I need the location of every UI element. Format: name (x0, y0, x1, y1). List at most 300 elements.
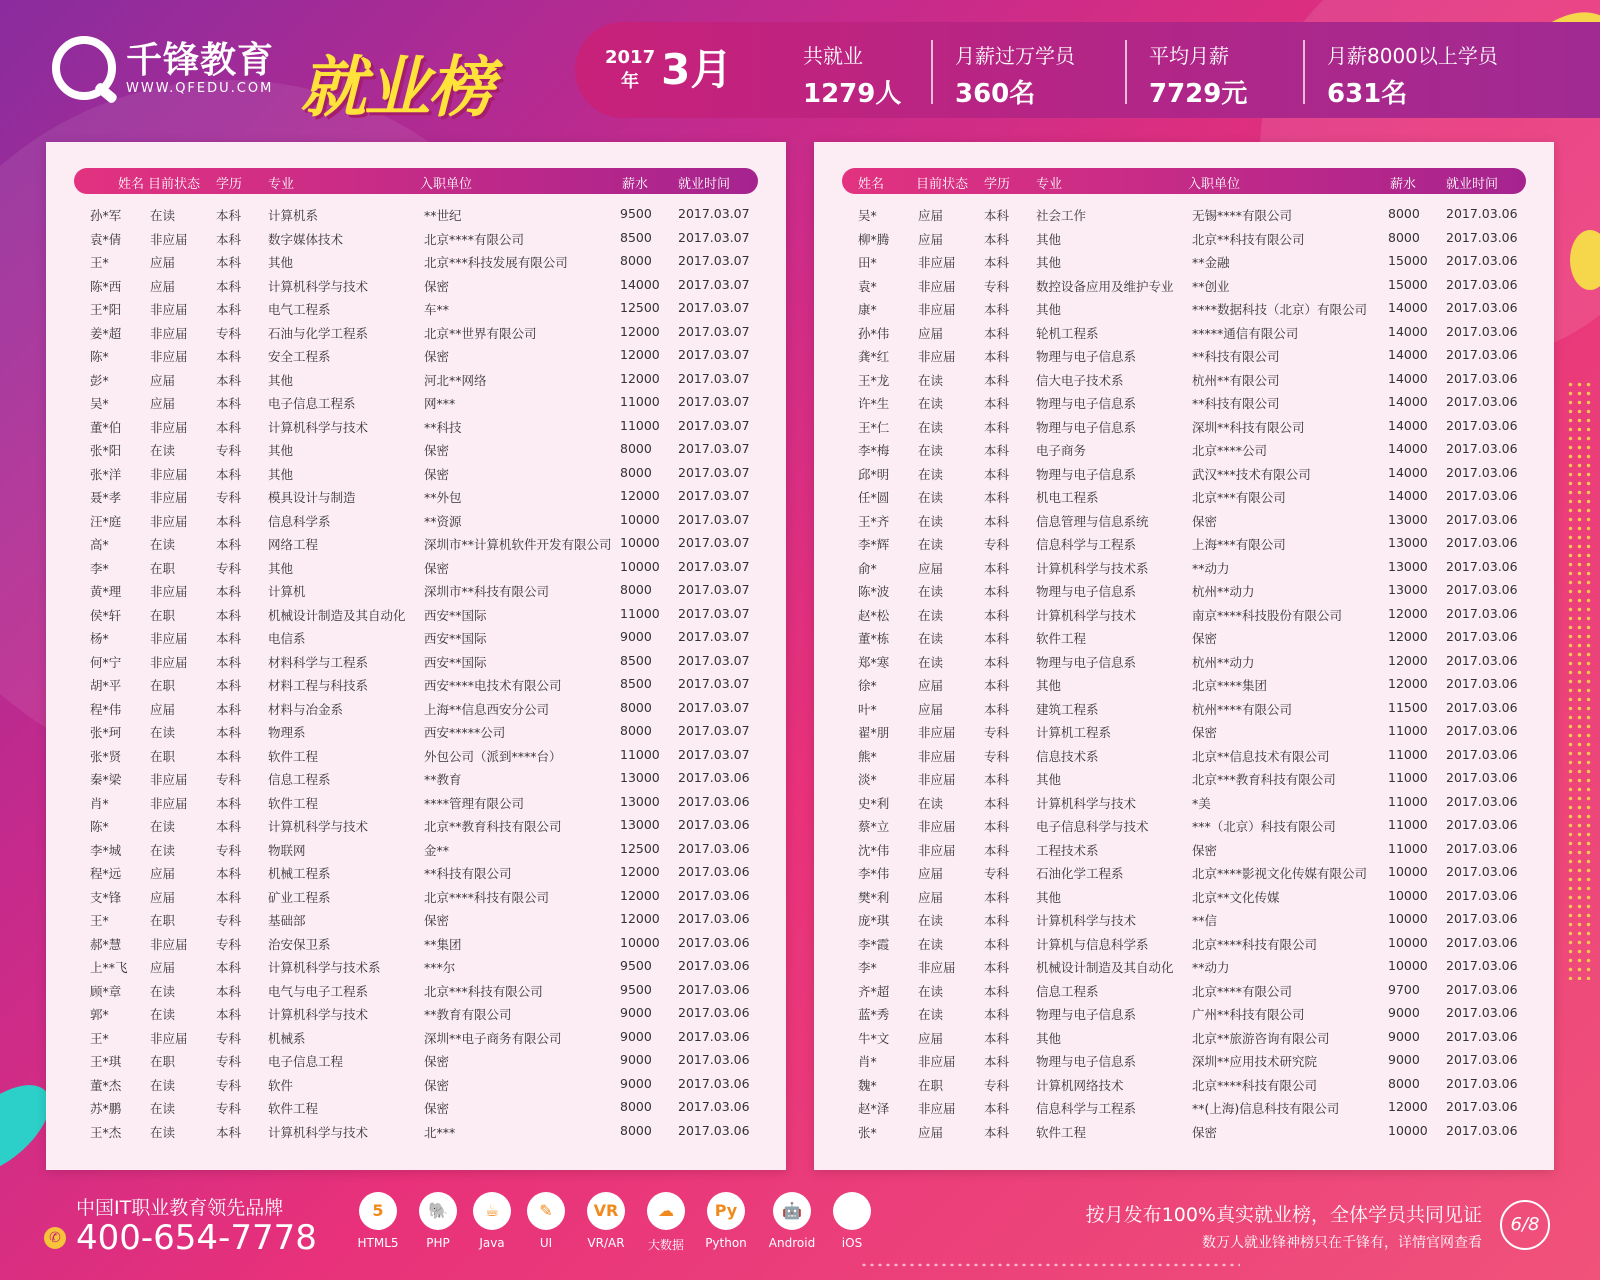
cell-employer: 保密 (1192, 725, 1218, 740)
table-row (814, 226, 1554, 250)
cell-salary: 12000 (1388, 676, 1428, 691)
cell-degree: 专科 (984, 748, 1010, 764)
cell-salary: 11000 (620, 605, 660, 621)
cell-status: 在读 (918, 1007, 944, 1022)
cell-employer: 西安**国际 (424, 607, 487, 623)
cell-date: 2017.03.07 (678, 323, 750, 339)
cell-major: 安全工程系 (268, 349, 331, 364)
cell-degree: 本科 (984, 607, 1010, 623)
cell-degree: 本科 (216, 302, 242, 317)
cell-date: 2017.03.06 (678, 981, 750, 997)
cell-major: 信息工程系 (1036, 983, 1099, 999)
cell-major: 其他 (268, 255, 294, 270)
cell-name: 俞* (858, 560, 877, 576)
cell-name: 姜*超 (90, 325, 122, 341)
cell-name: 任*圆 (858, 490, 890, 505)
cell-major: 信息科学系 (268, 513, 331, 529)
table-row (814, 461, 1554, 485)
cell-employer: 杭州****有限公司 (1192, 701, 1293, 717)
cell-degree: 本科 (216, 631, 242, 646)
cell-degree: 本科 (216, 278, 242, 294)
cell-employer: ***（北京）科技有限公司 (1192, 819, 1336, 834)
cell-degree: 本科 (216, 231, 242, 247)
cell-employer: 保密 (424, 913, 450, 928)
cell-degree: 本科 (216, 349, 242, 364)
cell-employer: 金** (424, 842, 450, 858)
cell-date: 2017.03.06 (1446, 817, 1518, 832)
cell-employer: 北京****科技有限公司 (1192, 1077, 1318, 1093)
cell-date: 2017.03.06 (1446, 1028, 1518, 1044)
cell-name: 郝*慧 (90, 936, 122, 952)
cell-degree: 专科 (984, 725, 1010, 740)
cell-date: 2017.03.06 (1446, 605, 1518, 621)
cell-name: 康* (858, 302, 877, 317)
cell-name: 张*阳 (90, 443, 122, 458)
cell-degree: 本科 (216, 537, 242, 552)
cell-salary: 8000 (620, 464, 652, 480)
cell-name: 袁*倩 (90, 231, 122, 247)
cell-employer: **教育有限公司 (424, 1007, 512, 1022)
cell-degree: 本科 (216, 983, 242, 999)
table-row (46, 625, 786, 649)
cell-employer: 保密 (424, 1077, 450, 1093)
cell-employer: 网*** (424, 396, 456, 411)
cell-name: 董*伯 (90, 419, 122, 435)
cell-salary: 12500 (620, 300, 660, 315)
table-row (46, 1001, 786, 1025)
cell-employer: **信 (1192, 913, 1218, 928)
cell-major: 数字媒体技术 (268, 231, 344, 247)
cell-status: 在读 (918, 466, 944, 482)
table-row (46, 954, 786, 978)
cell-employer: ****管理有限公司 (424, 795, 525, 811)
cell-employer: 深圳市**科技有限公司 (424, 584, 550, 599)
cell-date: 2017.03.06 (1446, 746, 1518, 762)
cell-salary: 11000 (620, 417, 660, 433)
cell-major: 机械设计制造及其自动化 (1036, 960, 1174, 975)
cell-date: 2017.03.07 (678, 535, 750, 550)
cell-status: 在读 (918, 983, 944, 999)
cloud-icon: ☁ (647, 1192, 685, 1230)
cell-employer: **科技有限公司 (424, 866, 512, 881)
cell-employer: 北京***科技发展有限公司 (424, 255, 568, 270)
cell-date: 2017.03.07 (678, 699, 750, 715)
cell-degree: 专科 (216, 325, 242, 341)
cell-employer: 杭州**动力 (1192, 654, 1255, 670)
cell-date: 2017.03.06 (1446, 441, 1518, 456)
cell-salary: 11500 (1388, 699, 1428, 715)
table-row (814, 672, 1554, 696)
cell-employer: 保密 (1192, 842, 1218, 858)
cell-degree: 本科 (216, 1124, 242, 1140)
cell-degree: 本科 (216, 960, 242, 975)
cell-name: 李*霞 (858, 936, 890, 952)
slogan-sub: 数万人就业锋神榜只在千锋有，详情官网查看 (1202, 1235, 1482, 1251)
cell-major: 电气工程系 (268, 302, 331, 317)
cell-major: 物理与电子信息系 (1036, 396, 1137, 411)
cell-degree: 本科 (984, 419, 1010, 435)
cell-employer: 西安****电技术有限公司 (424, 678, 562, 693)
table-row (46, 578, 786, 602)
cell-date: 2017.03.06 (1446, 323, 1518, 339)
cell-salary: 11000 (1388, 817, 1428, 832)
cell-salary: 12000 (1388, 1099, 1428, 1114)
cell-status: 在读 (150, 443, 176, 458)
cell-name: 孙*军 (90, 208, 122, 223)
cell-status: 应届 (150, 889, 176, 905)
cell-status: 非应届 (918, 302, 956, 317)
pen-icon: ✎ (527, 1192, 565, 1230)
cell-name: 黄*理 (90, 584, 122, 599)
cell-degree: 本科 (216, 819, 242, 834)
cell-employer: 保密 (1192, 513, 1218, 529)
cell-major: 其他 (268, 466, 294, 482)
cell-major: 轮机工程系 (1036, 325, 1099, 341)
cell-date: 2017.03.06 (1446, 206, 1518, 221)
logo-q-icon (52, 36, 116, 100)
cell-name: 董*杰 (90, 1077, 122, 1093)
stat-average-salary: 平均月薪 7729元 (1149, 44, 1248, 109)
cell-employer: 杭州**动力 (1192, 584, 1255, 599)
php-elephant-icon: 🐘 (419, 1192, 457, 1230)
course-label: UI (539, 1236, 553, 1250)
table-row (46, 320, 786, 344)
cell-major: 计算机科学与技术系 (1036, 560, 1149, 576)
cell-salary: 8000 (1388, 206, 1420, 221)
cell-employer: **金融 (1192, 255, 1230, 270)
brand-logo (52, 36, 274, 100)
cell-name: 支*锋 (90, 889, 122, 905)
cell-name: 庞*琪 (858, 913, 890, 928)
cell-status: 在读 (150, 1124, 176, 1140)
table-row (814, 249, 1554, 273)
cell-date: 2017.03.07 (678, 464, 750, 480)
table-row (814, 743, 1554, 767)
table-row (46, 1025, 786, 1049)
table-row (46, 390, 786, 414)
course-label: HTML5 (357, 1236, 399, 1250)
cell-major: 社会工作 (1036, 208, 1087, 223)
cell-date: 2017.03.06 (1446, 887, 1518, 903)
cell-date: 2017.03.06 (1446, 1005, 1518, 1020)
table-row (46, 555, 786, 579)
cell-degree: 本科 (984, 560, 1010, 576)
cell-employer: **动力 (1192, 560, 1230, 576)
cell-degree: 本科 (216, 654, 242, 670)
table-row (46, 343, 786, 367)
cell-date: 2017.03.06 (1446, 840, 1518, 856)
cell-salary: 11000 (620, 394, 660, 409)
cell-degree: 本科 (216, 372, 242, 388)
cell-name: 李*辉 (858, 537, 890, 552)
cell-major: 机械系 (268, 1030, 306, 1046)
cell-date: 2017.03.06 (678, 887, 750, 903)
cell-major: 物理与电子信息系 (1036, 1054, 1137, 1069)
cell-salary: 12000 (620, 488, 660, 503)
cell-degree: 专科 (984, 866, 1010, 881)
cell-employer: 西安**国际 (424, 654, 487, 670)
footer-brand-line: 中国IT职业教育领先品牌 (76, 1197, 284, 1219)
cell-name: 张*珂 (90, 725, 122, 740)
cell-name: 沈*伟 (858, 842, 890, 858)
cell-degree: 本科 (216, 1007, 242, 1022)
table-row (46, 1095, 786, 1119)
course-html5 (352, 1192, 404, 1253)
cell-degree: 专科 (216, 1101, 242, 1116)
cell-major: 物理与电子信息系 (1036, 349, 1137, 364)
cell-salary: 11000 (1388, 746, 1428, 762)
cell-degree: 本科 (216, 607, 242, 623)
cell-employer: **创业 (1192, 278, 1230, 294)
cell-name: 侯*轩 (90, 607, 122, 623)
cell-major: 计算机科学与技术 (268, 1007, 369, 1022)
cell-salary: 9000 (620, 1005, 652, 1020)
cell-status: 在读 (150, 819, 176, 834)
vr-icon: VR (587, 1192, 625, 1230)
table-row (814, 437, 1554, 461)
cell-degree: 本科 (984, 795, 1010, 811)
cell-degree: 本科 (984, 842, 1010, 858)
cell-name: 齐*超 (858, 983, 890, 999)
cell-name: 龚*红 (858, 349, 890, 364)
table-body (814, 202, 1554, 1142)
cell-salary: 10000 (1388, 934, 1428, 950)
cell-employer: **外包 (424, 490, 462, 505)
cell-major: 材料与冶金系 (268, 701, 344, 717)
cell-status: 在读 (150, 725, 176, 740)
cell-name: 苏*鹏 (90, 1101, 122, 1116)
table-row (814, 1095, 1554, 1119)
cell-major: 计算机科学与技术 (268, 1124, 369, 1140)
cell-status: 非应届 (150, 584, 188, 599)
table-row (814, 813, 1554, 837)
cell-date: 2017.03.07 (678, 229, 750, 245)
table-row (814, 884, 1554, 908)
cell-degree: 本科 (984, 819, 1010, 834)
cell-name: 吴* (90, 396, 109, 411)
cell-degree: 本科 (216, 866, 242, 881)
apple-icon (833, 1192, 871, 1230)
cell-major: 矿业工程系 (268, 889, 331, 905)
table-row (46, 531, 786, 555)
cell-name: 王*仁 (858, 419, 890, 435)
cell-salary: 12000 (620, 370, 660, 386)
cell-name: 赵*泽 (858, 1101, 890, 1116)
cell-status: 在职 (150, 913, 176, 928)
cell-date: 2017.03.06 (678, 817, 750, 832)
cell-date: 2017.03.06 (1446, 911, 1518, 926)
cell-major: 其他 (1036, 1030, 1062, 1046)
cell-salary: 15000 (1388, 253, 1428, 268)
cell-employer: 保密 (424, 1054, 450, 1069)
cell-degree: 本科 (216, 748, 242, 764)
cell-date: 2017.03.07 (678, 652, 750, 668)
year: 2017 (605, 47, 656, 68)
cell-major: 治安保卫系 (268, 936, 331, 952)
table-row (46, 249, 786, 273)
course-label: 大数据 (647, 1238, 684, 1252)
cell-degree: 本科 (984, 701, 1010, 717)
cell-name: 王*阳 (90, 302, 122, 317)
cell-major: 其他 (1036, 302, 1062, 317)
cell-status: 非应届 (150, 349, 188, 364)
cell-name: 秦*梁 (90, 772, 122, 787)
report-month (605, 46, 732, 94)
cell-major: 电气与电子工程系 (268, 983, 369, 999)
cell-salary: 8500 (620, 229, 652, 245)
cell-date: 2017.03.06 (1446, 300, 1518, 315)
cell-major: 机电工程系 (1036, 490, 1099, 505)
cell-major: 电子信息工程 (268, 1054, 344, 1069)
cell-major: 计算机网络技术 (1036, 1077, 1124, 1093)
cell-name: 高* (90, 537, 109, 552)
table-row (46, 860, 786, 884)
cell-date: 2017.03.07 (678, 441, 750, 456)
cell-major: 其他 (268, 372, 294, 388)
cell-salary: 14000 (620, 276, 660, 292)
cell-name: 郑*寒 (858, 654, 890, 670)
cell-date: 2017.03.06 (1446, 511, 1518, 527)
cell-salary: 10000 (620, 535, 660, 550)
cell-degree: 本科 (984, 983, 1010, 999)
cell-date: 2017.03.07 (678, 629, 750, 644)
cell-degree: 专科 (984, 278, 1010, 294)
cell-date: 2017.03.07 (678, 253, 750, 268)
cell-status: 非应届 (150, 654, 188, 670)
cell-major: 计算机科学与技术 (268, 819, 369, 834)
android-icon: 🤖 (773, 1192, 811, 1230)
cell-degree: 本科 (984, 466, 1010, 482)
cell-major: 其他 (268, 443, 294, 458)
cell-name: 史*利 (858, 795, 890, 811)
cell-employer: **资源 (424, 513, 462, 529)
table-row (814, 907, 1554, 931)
cell-date: 2017.03.06 (1446, 676, 1518, 691)
cell-major: 软件工程 (1036, 1124, 1087, 1140)
cell-degree: 本科 (216, 889, 242, 905)
cell-name: 杨* (90, 631, 109, 646)
cell-major: 信息技术系 (1036, 748, 1099, 764)
cell-date: 2017.03.06 (678, 770, 750, 785)
cell-degree: 本科 (984, 325, 1010, 341)
cell-employer: 深圳**电子商务有限公司 (424, 1030, 562, 1046)
cell-major: 其他 (1036, 889, 1062, 905)
cell-status: 非应届 (150, 466, 188, 482)
cell-name: 程*伟 (90, 701, 122, 717)
cell-date: 2017.03.06 (1446, 1075, 1518, 1091)
brand-name: 千锋教育 (126, 39, 275, 81)
cell-employer: 武汉***技术有限公司 (1192, 466, 1311, 482)
cell-date: 2017.03.07 (678, 488, 750, 503)
cell-salary: 14000 (1388, 417, 1428, 433)
cell-employer: 北京***教育科技有限公司 (1192, 772, 1336, 787)
table-row (814, 273, 1554, 297)
table-row (814, 1072, 1554, 1096)
cell-employer: **集团 (424, 936, 462, 952)
cell-degree: 本科 (984, 372, 1010, 388)
cell-name: 王* (90, 255, 109, 270)
cell-employer: 北京****科技有限公司 (424, 889, 550, 905)
cell-major: 电信系 (268, 631, 306, 646)
cell-employer: **科技有限公司 (1192, 349, 1280, 364)
cell-name: 叶* (858, 701, 877, 717)
cell-name: 董*栋 (858, 631, 890, 646)
cell-status: 在职 (918, 1077, 944, 1093)
cell-status: 应届 (918, 701, 944, 717)
table-row (46, 696, 786, 720)
cell-major: 基础部 (268, 913, 306, 928)
cell-degree: 本科 (984, 231, 1010, 247)
page-indicator: 6/8 (1500, 1200, 1550, 1250)
phone-number: 400-654-7778 (76, 1218, 317, 1258)
cell-salary: 10000 (1388, 911, 1428, 926)
cell-status: 在读 (150, 1077, 176, 1093)
cell-salary: 14000 (1388, 370, 1428, 386)
cell-status: 在读 (918, 584, 944, 599)
cell-salary: 9000 (1388, 1028, 1420, 1044)
cell-employer: 北京***有限公司 (1192, 490, 1286, 505)
course-java (472, 1192, 512, 1253)
cell-date: 2017.03.06 (1446, 629, 1518, 644)
cell-status: 应届 (918, 1030, 944, 1046)
cell-date: 2017.03.06 (1446, 1052, 1518, 1067)
cell-degree: 本科 (984, 1007, 1010, 1022)
cell-salary: 8500 (620, 676, 652, 691)
cell-name: 李* (858, 960, 877, 975)
cell-employer: 广州**科技有限公司 (1192, 1007, 1305, 1022)
cell-name: 孙*伟 (858, 325, 890, 341)
cell-major: 其他 (1036, 678, 1062, 693)
cell-date: 2017.03.06 (1446, 417, 1518, 433)
cell-status: 在读 (150, 842, 176, 858)
table-row (46, 273, 786, 297)
cell-salary: 10000 (1388, 958, 1428, 973)
cell-name: 徐* (858, 678, 877, 693)
cell-status: 应届 (150, 278, 176, 294)
cell-status: 非应届 (918, 349, 956, 364)
table-row (814, 531, 1554, 555)
cell-degree: 专科 (216, 490, 242, 505)
cell-salary: 8000 (620, 1099, 652, 1114)
course-android (766, 1192, 818, 1253)
cell-date: 2017.03.06 (678, 1005, 750, 1020)
cell-degree: 本科 (216, 795, 242, 811)
table-row (46, 202, 786, 226)
cell-status: 在读 (150, 1007, 176, 1022)
table-header: 姓名 目前状态 学历 专业 入职单位 薪水 就业时间 (74, 168, 758, 194)
cell-status: 非应届 (918, 748, 956, 764)
cell-salary: 12000 (1388, 629, 1428, 644)
cell-status: 应届 (918, 866, 944, 881)
cell-degree: 专科 (984, 1077, 1010, 1093)
table-row (814, 1048, 1554, 1072)
java-cup-icon: ☕ (473, 1192, 511, 1230)
cell-employer: 北京****公司 (1192, 443, 1268, 458)
cell-major: 计算机与信息科学系 (1036, 936, 1149, 952)
cell-salary: 8000 (620, 582, 652, 597)
cell-date: 2017.03.06 (678, 793, 750, 809)
cell-salary: 11000 (1388, 770, 1428, 785)
cell-date: 2017.03.07 (678, 723, 750, 738)
cell-status: 在读 (918, 654, 944, 670)
cell-name: 程*远 (90, 866, 122, 881)
cell-degree: 本科 (216, 678, 242, 693)
cell-salary: 8500 (620, 652, 652, 668)
cell-date: 2017.03.06 (678, 958, 750, 973)
cell-degree: 本科 (216, 419, 242, 435)
cell-salary: 8000 (1388, 1075, 1420, 1091)
table-row (814, 696, 1554, 720)
